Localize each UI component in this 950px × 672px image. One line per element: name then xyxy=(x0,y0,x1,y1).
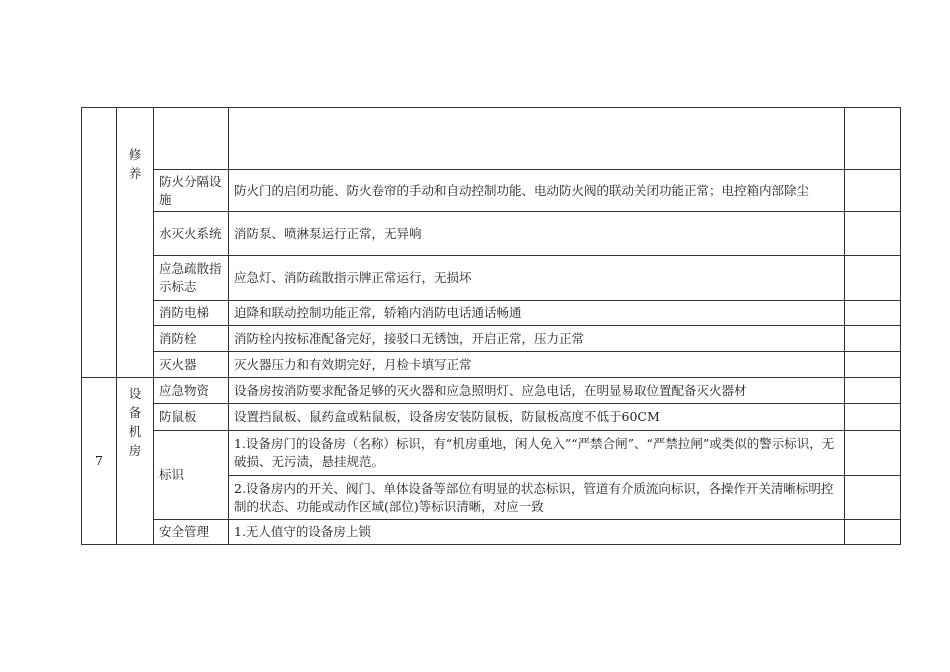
item-cell: 防火分隔设施 xyxy=(154,170,229,212)
item-cell: 安全管理 xyxy=(154,520,229,545)
table-row xyxy=(82,378,901,404)
remark-cell xyxy=(845,404,901,431)
remark-cell xyxy=(845,301,901,326)
category-char: 备 xyxy=(128,405,142,420)
description-cell: 1.无人值守的设备房上锁 xyxy=(229,520,845,545)
remark-cell xyxy=(845,326,901,352)
category-char: 设 xyxy=(128,386,142,401)
category-char: 养 xyxy=(128,166,142,181)
table-row xyxy=(82,212,901,256)
table-row xyxy=(82,520,901,545)
item-cell: 灭火器 xyxy=(154,352,229,378)
item-cell: 应急物资 xyxy=(154,378,229,404)
item-cell xyxy=(154,108,229,170)
category-cell xyxy=(117,378,154,545)
table-row xyxy=(82,170,901,212)
description-cell: 消防栓内按标准配备完好，接驳口无锈蚀，开启正常，压力正常 xyxy=(229,326,845,352)
category-char: 机 xyxy=(128,424,142,439)
remark-cell xyxy=(845,520,901,545)
table-row xyxy=(82,326,901,352)
row-number-cell: 7 xyxy=(82,378,117,545)
table-row xyxy=(82,352,901,378)
item-cell: 水灭火系统 xyxy=(154,212,229,256)
table-row xyxy=(82,256,901,301)
description-cell: 防火门的启闭功能、防火卷帘的手动和自动控制功能、电动防火阀的联动关闭功能正常；电控箱内部除尘 xyxy=(229,170,845,212)
category-cell xyxy=(117,108,154,378)
remark-cell xyxy=(845,212,901,256)
remark-cell xyxy=(845,256,901,301)
item-cell: 应急疏散指示标志 xyxy=(154,256,229,301)
description-cell: 2.设备房内的开关、阀门、单体设备等部位有明显的状态标识，管道有介质流向标识，各操作开关清晰标明控制的状态、功能或动作区域(部位)等标识清晰，对应一致 xyxy=(229,476,845,520)
description-cell: 消防泵、喷淋泵运行正常，无异响 xyxy=(229,212,845,256)
table-row xyxy=(82,301,901,326)
table-row xyxy=(82,404,901,431)
remark-cell xyxy=(845,108,901,170)
description-cell: 迫降和联动控制功能正常，轿箱内消防电话通话畅通 xyxy=(229,301,845,326)
item-cell: 消防栓 xyxy=(154,326,229,352)
row-number-cell xyxy=(82,108,117,378)
description-cell: 设备房按消防要求配备足够的灭火器和应急照明灯、应急电话，在明显易取位置配备灭火器材 xyxy=(229,378,845,404)
remark-cell xyxy=(845,378,901,404)
description-cell: 1.设备房门的设备房（名称）标识，有“机房重地，闲人免入”“严禁合闸”、“严禁拉闸”或类似的警示标识，无破损、无污渍，悬挂规范。 xyxy=(229,431,845,476)
table-row xyxy=(82,431,901,476)
category-char: 房 xyxy=(128,443,142,458)
description-cell: 设置挡鼠板、鼠药盒或粘鼠板，设备房安装防鼠板，防鼠板高度不低于60CM xyxy=(229,404,845,431)
description-cell xyxy=(229,108,845,170)
description-cell: 灭火器压力和有效期完好，月检卡填写正常 xyxy=(229,352,845,378)
remark-cell xyxy=(845,352,901,378)
item-cell: 消防电梯 xyxy=(154,301,229,326)
item-cell: 标识 xyxy=(154,431,229,520)
description-cell: 应急灯、消防疏散指示牌正常运行，无损坏 xyxy=(229,256,845,301)
inspection-table xyxy=(81,107,901,545)
table-row xyxy=(82,108,901,170)
remark-cell xyxy=(845,431,901,476)
category-char: 修 xyxy=(128,147,142,162)
remark-cell xyxy=(845,476,901,520)
remark-cell xyxy=(845,170,901,212)
item-cell: 防鼠板 xyxy=(154,404,229,431)
